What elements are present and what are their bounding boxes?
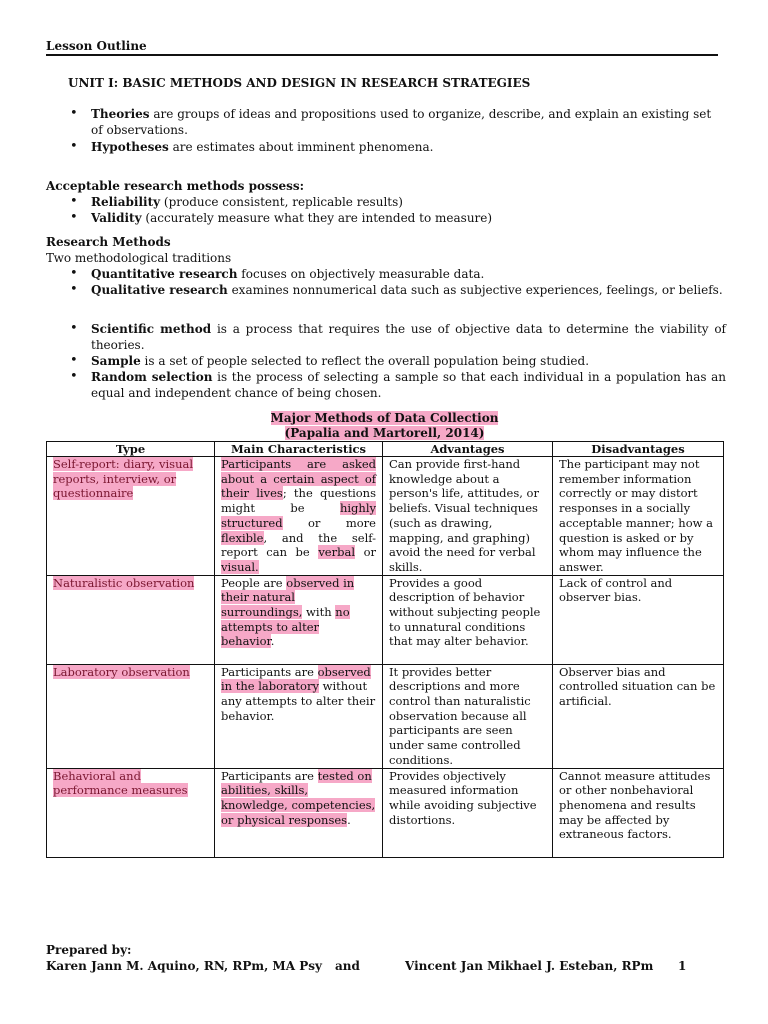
type-cell <box>47 768 215 857</box>
table-title <box>46 411 723 426</box>
term: Validity <box>91 211 142 225</box>
characteristics-cell <box>215 664 383 768</box>
page-number: 1 <box>678 959 687 973</box>
term: Quantitative research <box>91 267 238 281</box>
data-collection-table <box>46 441 724 858</box>
unit-title: UNIT I: BASIC METHODS AND DESIGN IN RESEARCH STRATEGIES <box>68 76 531 90</box>
characteristic-text: , and the self-report can be <box>221 530 376 560</box>
type-cell <box>47 575 215 664</box>
type-label: Naturalistic observation <box>53 575 195 590</box>
characteristic-text: . <box>270 634 275 649</box>
type-cell <box>47 664 215 768</box>
highlighted-text: observed in their natural surroundings, <box>221 575 355 620</box>
characteristic-text: Participants are <box>221 768 318 783</box>
bullet-scientific-method <box>46 321 726 353</box>
disadvantages-cell: Cannot measure attitudes or other nonbehavioral phenomena and results may be affected by extraneous factors. <box>553 768 724 857</box>
column-header-characteristics: Main Characteristics <box>215 442 383 457</box>
bullet-reliability <box>46 194 726 210</box>
definition: are groups of ideas and propositions used to organize, describe, and explain an existing set of observations. <box>91 107 712 137</box>
definition: is a set of people selected to reflect the overall population being studied. <box>140 354 590 368</box>
definition: (produce consistent, replicable results) <box>160 195 403 209</box>
bullet-sample <box>46 353 726 369</box>
characteristic-text: . <box>347 812 351 827</box>
table-header-row <box>47 442 724 457</box>
characteristic-text: People are <box>221 575 287 590</box>
highlighted-text: observed in the laboratory <box>221 664 371 694</box>
disadvantages-cell: Lack of control and observer bias. <box>553 575 724 664</box>
term: Scientific method <box>91 322 212 336</box>
definitions-section <box>46 321 726 401</box>
column-header-disadvantages: Disadvantages <box>553 442 724 457</box>
page-header: Lesson Outline <box>46 40 718 56</box>
table-row <box>47 768 724 857</box>
highlighted-text: verbal <box>318 545 356 560</box>
section-heading: Acceptable research methods possess: <box>46 179 305 193</box>
highlighted-text: no attempts to alter behavior <box>221 605 350 649</box>
bullet-quantitative <box>46 266 726 282</box>
research-methods-section <box>46 234 726 298</box>
table-row <box>47 575 724 664</box>
highlighted-text: highly structured <box>221 501 376 530</box>
table-title-text: Major Methods of Data Collection <box>270 411 499 425</box>
bullet-theories <box>46 106 726 138</box>
advantages-cell: Provides a good description of behavior without subjecting people to unnatural conditions that may alter behavior. <box>383 575 553 664</box>
term: Qualitative research <box>91 283 228 297</box>
type-label: Self-report: diary, visual reports, interview, or questionnaire <box>53 457 194 501</box>
bullet-random-selection <box>46 369 726 401</box>
term: Sample <box>91 354 141 368</box>
disadvantages-cell: Observer bias and controlled situation can be artificial. <box>553 664 724 768</box>
page-footer <box>46 942 726 974</box>
author-2: Vincent Jan Mikhael J. Esteban, RPm <box>405 959 654 973</box>
characteristic-text: ; the questions might be <box>221 486 376 516</box>
characteristics-cell <box>215 575 383 664</box>
advantages-cell: It provides better descriptions and more control than naturalistic observation because all participants are seen under same controlled conditions. <box>383 664 553 768</box>
term: Theories <box>91 107 150 121</box>
definition: examines nonnumerical data such as subjective experiences, feelings, or beliefs. <box>227 283 723 297</box>
table-row <box>47 457 724 576</box>
definition: focuses on objectively measurable data. <box>237 267 485 281</box>
definition: are estimates about imminent phenomena. <box>168 140 434 154</box>
table-citation <box>46 426 723 441</box>
characteristic-text: with <box>302 605 336 620</box>
definition: (accurately measure what they are intended to measure) <box>141 211 493 225</box>
intro-section <box>46 106 726 155</box>
disadvantages-cell: The participant may not remember information correctly or may distort responses in a socially acceptable manner; how a question is asked or by whom may influence the answer. <box>553 457 724 576</box>
characteristic-text: or <box>355 545 377 560</box>
highlighted-text: Participants are asked about a certain aspect of their lives <box>221 457 376 501</box>
acceptable-methods-section <box>46 178 726 226</box>
section-heading: Research Methods <box>46 235 171 249</box>
bullet-qualitative <box>46 282 726 298</box>
table-row <box>47 664 724 768</box>
highlighted-text: flexible <box>221 530 264 545</box>
column-header-type: Type <box>47 442 215 457</box>
characteristics-cell <box>215 457 383 576</box>
term: Hypotheses <box>91 140 169 154</box>
highlighted-text: visual. <box>221 559 259 574</box>
type-label: Laboratory observation <box>53 664 190 679</box>
term: Random selection <box>91 370 213 384</box>
author-conjunction: and <box>335 959 360 973</box>
characteristic-text: without any attempts to alter their behavior. <box>221 679 376 723</box>
characteristics-cell <box>215 768 383 857</box>
definition: is the process of selecting a sample so that each individual in a population has an equal and independent chance of being chosen. <box>91 370 726 400</box>
characteristic-text: or more <box>282 515 376 530</box>
bullet-hypotheses <box>46 139 726 155</box>
advantages-cell: Provides objectively measured information while avoiding subjective distortions. <box>383 768 553 857</box>
author-1: Karen Jann M. Aquino, RN, RPm, MA Psy <box>46 959 322 973</box>
definition: is a process that requires the use of objective data to determine the viability of theories. <box>91 322 726 352</box>
advantages-cell: Can provide first-hand knowledge about a person's life, attitudes, or beliefs. Visual techniques (such as drawing, mapping, and graphing) avoid the need for verbal skills. <box>383 457 553 576</box>
type-cell <box>47 457 215 576</box>
type-label: Behavioral and performance measures <box>53 768 188 798</box>
bullet-validity <box>46 210 726 226</box>
term: Reliability <box>91 195 161 209</box>
section-subheading: Two methodological traditions <box>46 251 232 265</box>
prepared-by-label: Prepared by: <box>46 943 132 957</box>
authors-line <box>46 958 726 974</box>
column-header-advantages: Advantages <box>383 442 553 457</box>
highlighted-text: tested on abilities, skills, knowledge, competencies, or physical responses <box>221 768 376 827</box>
table-citation-text: (Papalia and Martorell, 2014) <box>284 426 485 440</box>
characteristic-text: Participants are <box>221 664 318 679</box>
